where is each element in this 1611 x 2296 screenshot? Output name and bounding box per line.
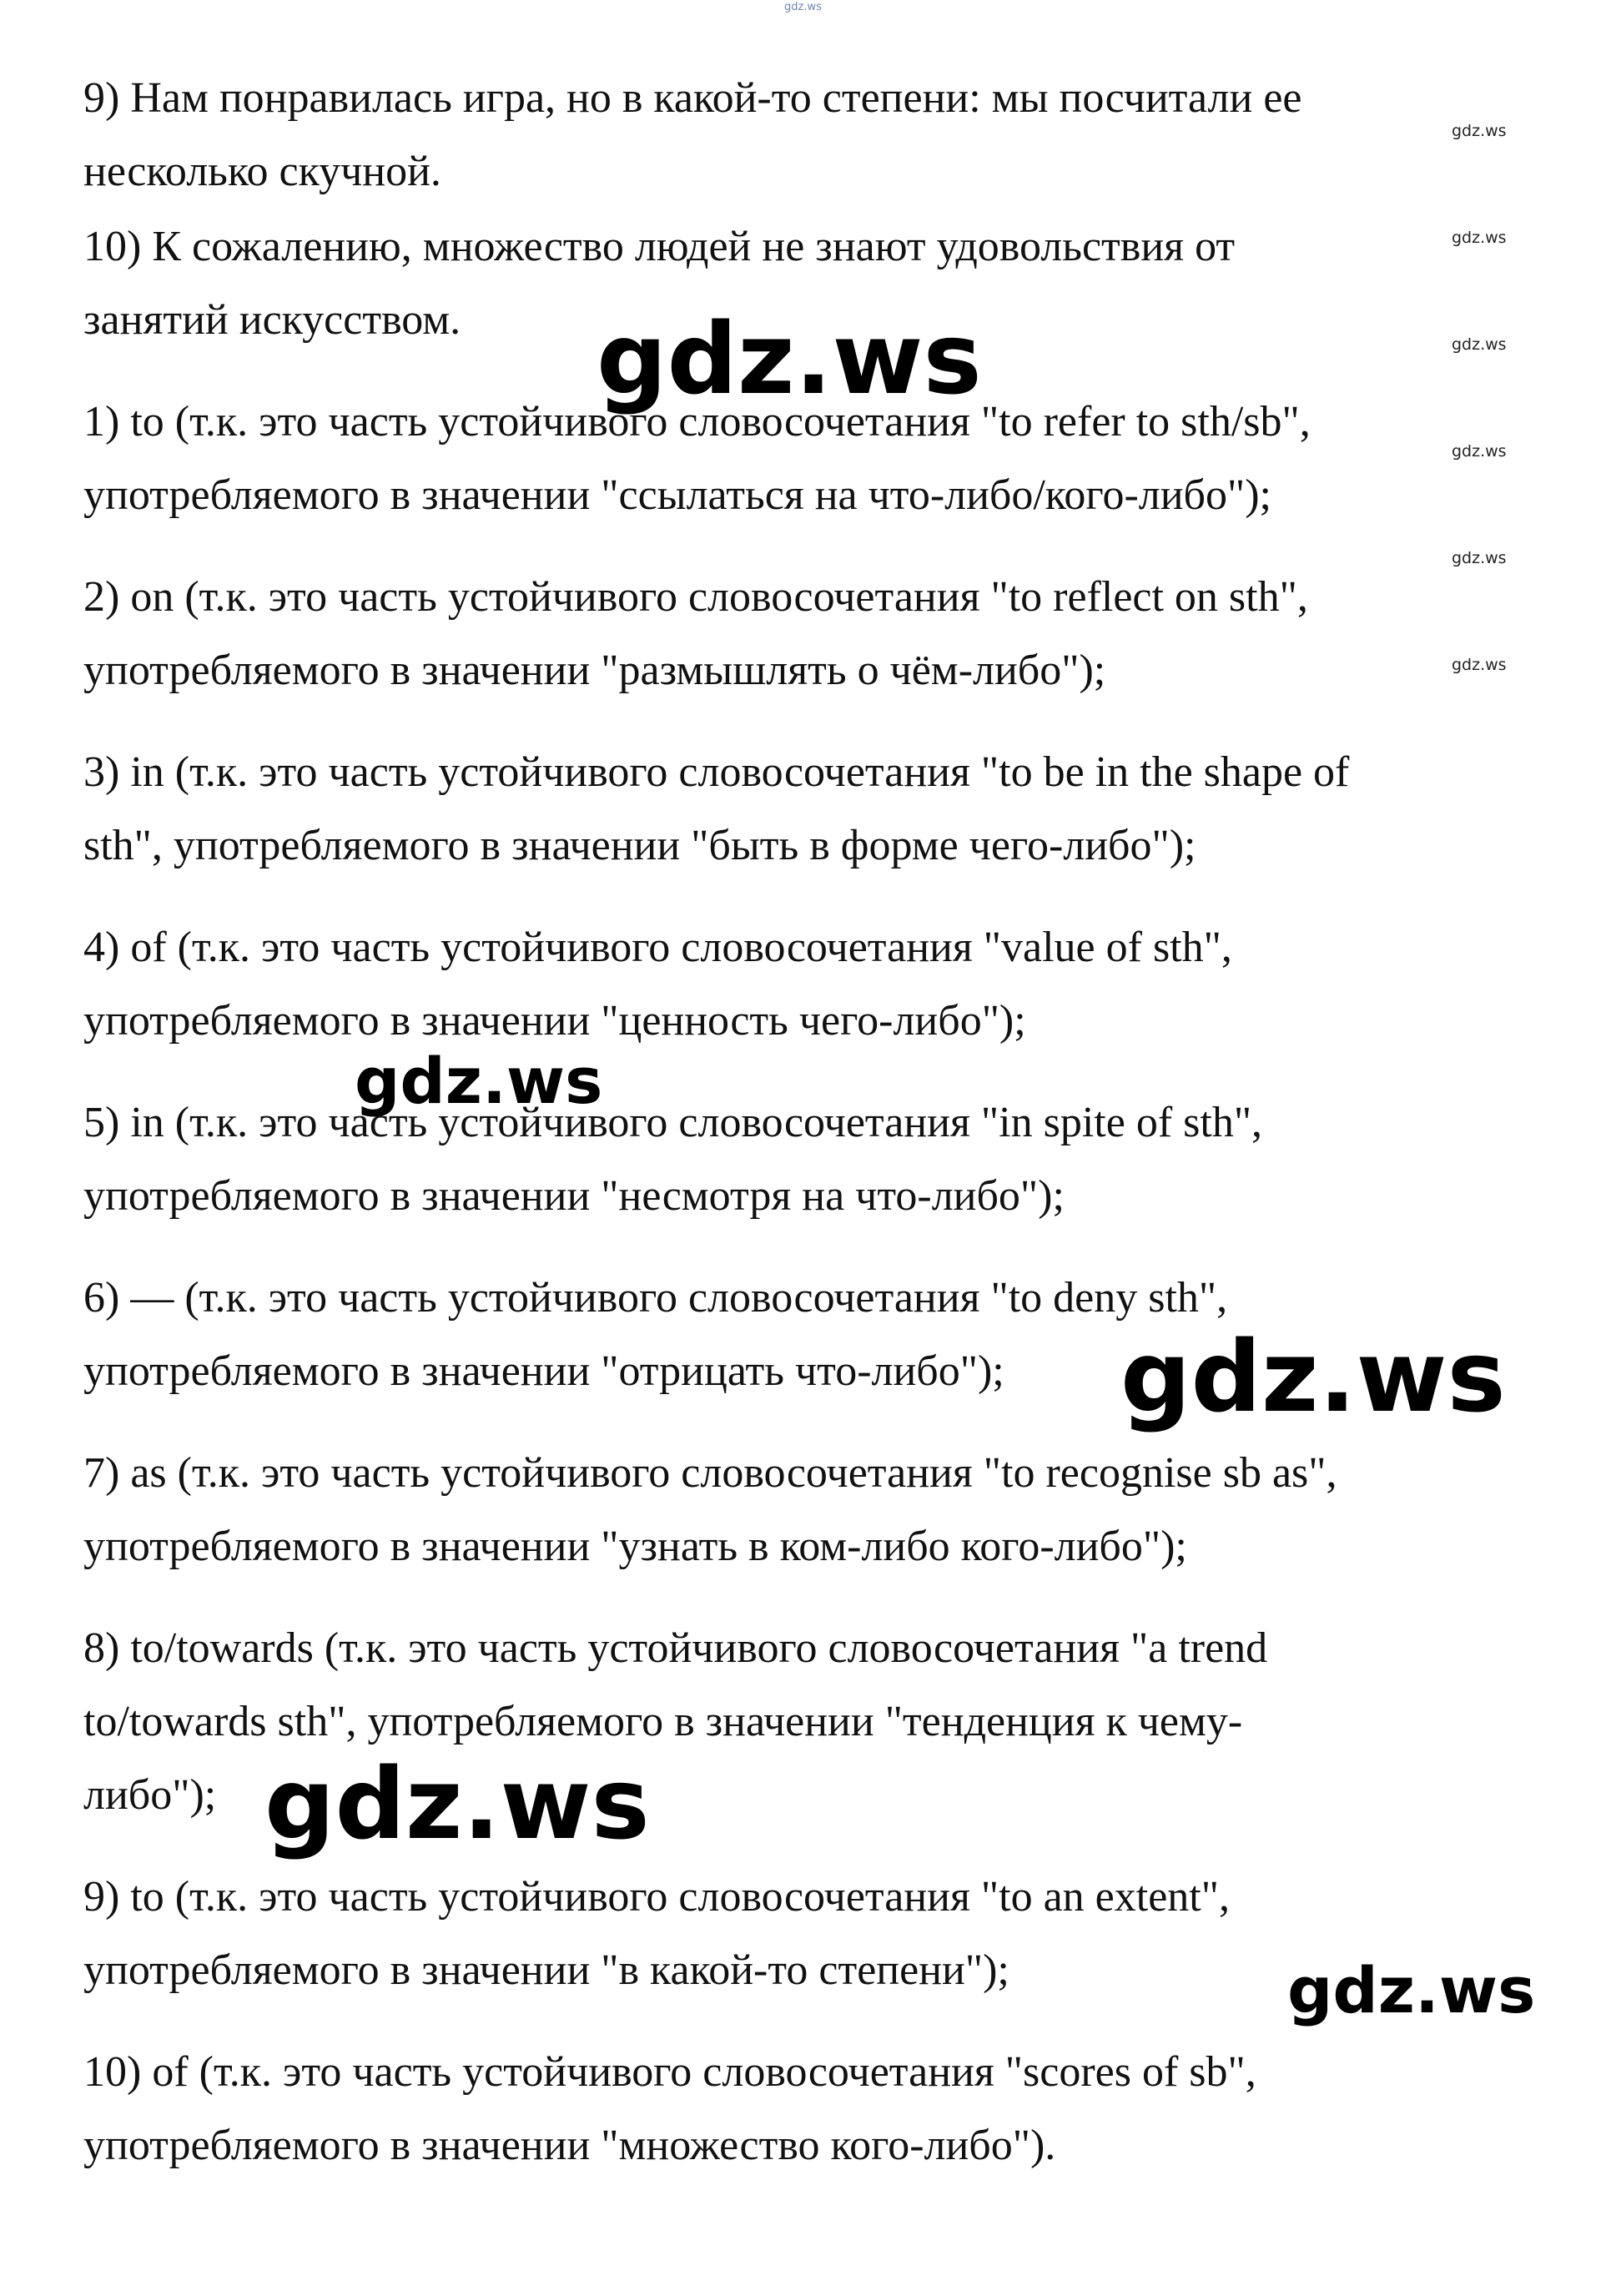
margin-watermark: gdz.ws [1452, 656, 1507, 674]
text-line: 7) as (т.к. это часть устойчивого словосочетания "to recognise sb as", [83, 1449, 1337, 1497]
big-watermark: gdz.ws [264, 1746, 650, 1861]
answer-item [83, 2036, 1527, 2183]
text-line: употребляемого в значении "отрицать что-либо"); [83, 1347, 1004, 1395]
margin-watermark: gdz.ws [1452, 229, 1507, 247]
answer-item [83, 1437, 1527, 1584]
text-line: занятий искусством. [83, 296, 461, 344]
text-line: 9) to (т.к. это часть устойчивого словосочетания "to an extent", [83, 1873, 1230, 1921]
header-watermark: gdz.ws [784, 1, 822, 13]
big-watermark: gdz.ws [1120, 1319, 1506, 1434]
text-line: 10) of (т.к. это часть устойчивого словосочетания "scores of sb", [83, 2048, 1256, 2096]
answer-item [83, 561, 1527, 707]
answer-item [83, 1086, 1527, 1233]
margin-watermark: gdz.ws [1452, 122, 1507, 140]
text-line: 6) — (т.к. это часть устойчивого словосочетания "to deny sth", [83, 1274, 1228, 1322]
text-line: sth", употребляемого в значении "быть в форме чего-либо"); [83, 822, 1196, 869]
text-line: to/towards sth", употребляемого в значении "тенденция к чему- [83, 1698, 1243, 1745]
text-line: 3) in (т.к. это часть устойчивого словосочетания "to be in the shape of [83, 748, 1350, 796]
text-line: употребляемого в значении "размышлять о чём-либо"); [83, 647, 1106, 694]
text-line: 5) in (т.к. это часть устойчивого словосочетания "in spite of sth", [83, 1099, 1263, 1146]
text-line: 2) on (т.к. это часть устойчивого словосочетания "to reflect on sth", [83, 573, 1308, 621]
text-line: употребляемого в значении "несмотря на что-либо"); [83, 1172, 1065, 1220]
big-watermark: gdz.ws [597, 301, 982, 416]
text-line: употребляемого в значении "в какой-то степени"); [83, 1946, 1009, 1994]
big-watermark: gdz.ws [355, 1044, 603, 1118]
big-watermark: gdz.ws [1287, 1953, 1536, 2027]
text-line: употребляемого в значении "узнать в ком-либо кого-либо"); [83, 1523, 1187, 1570]
text-line: либо"); [83, 1771, 217, 1819]
text-line: 8) to/towards (т.к. это часть устойчивого словосочетания "a trend [83, 1624, 1268, 1672]
text-line: 10) К сожалению, множество людей не знают удовольствия от [83, 223, 1236, 270]
translation-item [83, 62, 1527, 209]
text-line: употребляемого в значении "множество кого-либо"). [83, 2122, 1056, 2169]
margin-watermark: gdz.ws [1452, 335, 1507, 354]
text-line: употребляемого в значении "ценность чего-либо"); [83, 997, 1026, 1045]
text-line: 4) of (т.к. это часть устойчивого словосочетания "value of sth", [83, 924, 1232, 971]
answer-item [83, 911, 1527, 1058]
answer-item [83, 736, 1527, 883]
text-line: несколько скучной. [83, 148, 441, 195]
text-line: 1) to (т.к. это часть устойчивого словосочетания "to refer to sth/sb", [83, 398, 1311, 446]
margin-watermark: gdz.ws [1452, 442, 1507, 461]
text-line: 9) Нам понравилась игра, но в какой-то степени: мы посчитали ее [83, 74, 1302, 122]
margin-watermark: gdz.ws [1452, 549, 1507, 567]
text-line: употребляемого в значении "ссылаться на что-либо/кого-либо"); [83, 471, 1272, 519]
